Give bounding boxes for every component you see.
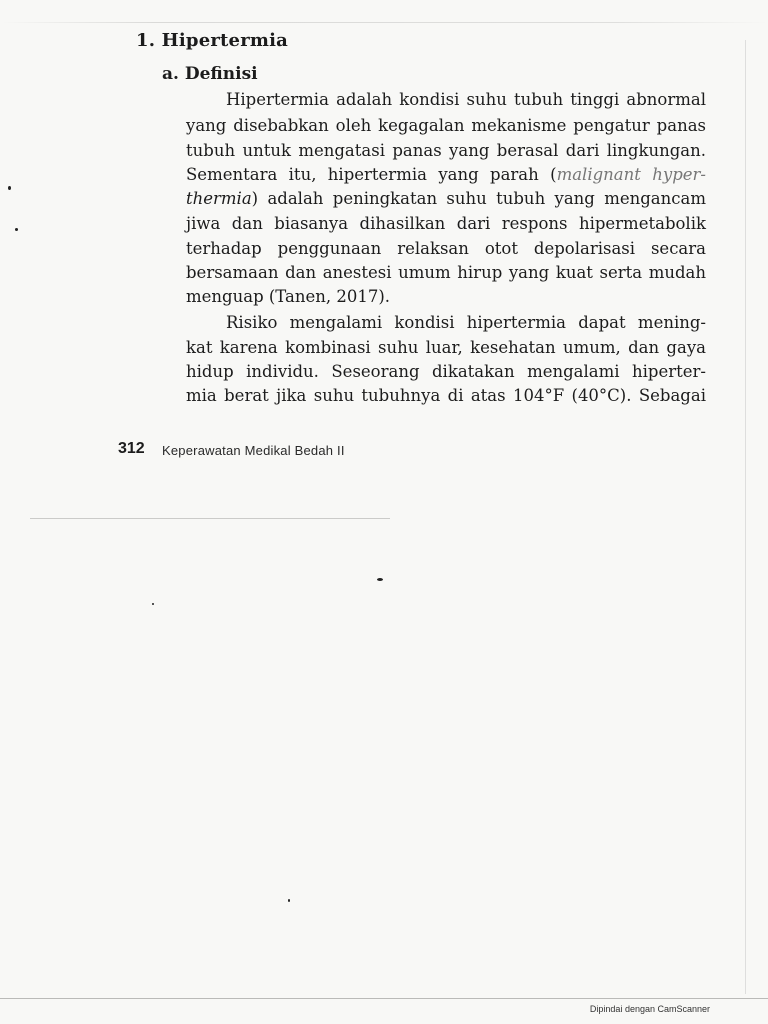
text-run: ) adalah peningkatan suhu tubuh yang mengancam — [251, 189, 706, 208]
italic-term: malignant hyper- — [556, 165, 706, 184]
right-scan-edge — [745, 40, 746, 994]
paragraph-line: kat karena kombinasi suhu luar, kesehatan umum, dan gaya — [186, 338, 706, 357]
page-number: 312 — [118, 440, 145, 457]
scan-speck — [152, 603, 154, 605]
paragraph-line — [186, 163, 706, 187]
paragraph-line: mia berat jika suhu tubuhnya di atas 104°F (40°C). Sebagai — [186, 386, 706, 405]
scan-speck — [15, 228, 18, 231]
section-heading: 1. Hipertermia — [136, 30, 289, 51]
paragraph-line: jiwa dan biasanya dihasilkan dari respons hipermetabolik — [186, 214, 706, 233]
scan-speck — [8, 186, 11, 190]
italic-term: thermia — [186, 189, 252, 208]
subsection-heading: a. Definisi — [162, 64, 258, 84]
text-run: Sementara itu, hipertermia yang parah ( — [186, 165, 557, 184]
scan-speck — [288, 899, 290, 902]
paragraph-line: terhadap penggunaan relaksan otot depolarisasi secara — [186, 239, 706, 258]
paragraph-line: menguap (Tanen, 2017). — [186, 287, 391, 306]
scan-artifact-line — [30, 518, 390, 519]
scanner-watermark: Dipindai dengan CamScanner — [589, 1004, 710, 1014]
paragraph-line: tubuh untuk mengatasi panas yang berasal dari lingkungan. — [186, 141, 706, 160]
paragraph-line: yang disebabkan oleh kegagalan mekanisme pengatur panas — [186, 116, 706, 135]
paragraph-line: hidup individu. Seseorang dikatakan mengalami hiperter- — [186, 362, 706, 381]
top-scan-edge — [0, 22, 768, 23]
scan-speck — [377, 578, 383, 581]
paragraph-line: Risiko mengalami kondisi hipertermia dapat mening- — [226, 313, 706, 332]
running-head: Keperawatan Medikal Bedah II — [162, 443, 345, 458]
paragraph-line: bersamaan dan anestesi umum hirup yang kuat serta mudah — [186, 263, 706, 282]
paragraph-line: Hipertermia adalah kondisi suhu tubuh tinggi abnormal — [226, 90, 706, 109]
paragraph-line — [186, 187, 706, 211]
bottom-scan-edge — [0, 998, 768, 999]
